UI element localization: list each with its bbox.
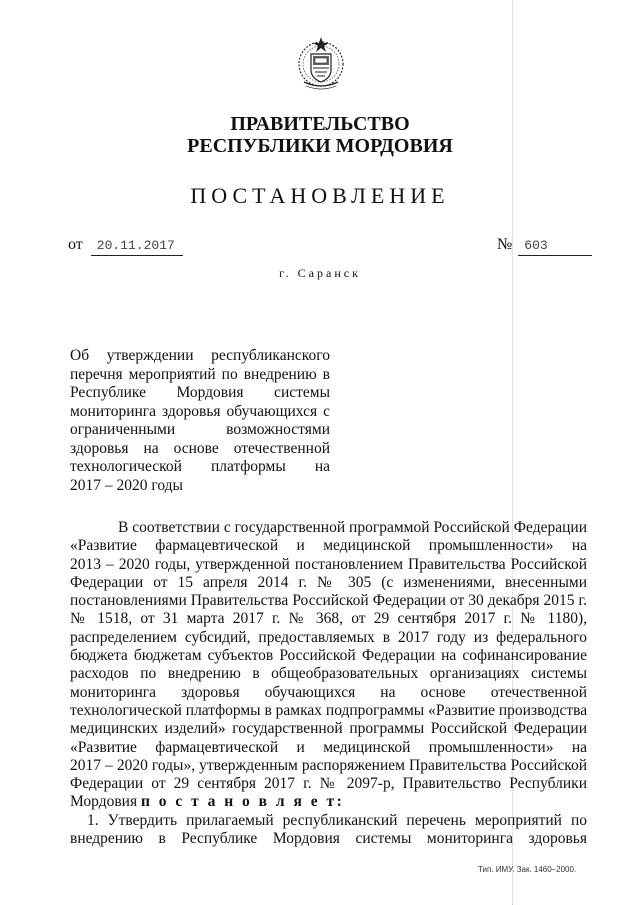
body-line: распределением субсидий, предоставляемых в 2017 году из федерального [70, 628, 587, 646]
subject-line: здоровья на основе отечественной [70, 439, 330, 457]
number-row [497, 236, 592, 256]
resolve-prefix: Мордовия [70, 793, 138, 811]
print-mark: Тип. ИМУ. Зак. 1460–2000. [478, 865, 577, 874]
body-line: № 1518, от 31 марта 2017 г. № 368, от 29 сентября 2017 г. № 1180), [70, 610, 587, 628]
number-value: 603 [518, 237, 592, 256]
org-title-line1: ПРАВИТЕЛЬСТВО [230, 113, 410, 135]
body-line: бюджета бюджетам субъектов Российской Федерации на софинансирование [70, 647, 587, 665]
subject-line: мониторинга здоровья обучающихся с [70, 402, 330, 420]
resolve-word: п о с т а н о в л я е т: [140, 793, 345, 811]
item-line: внедрению в Республике Мордовия системы мониторинга здоровья [70, 830, 587, 848]
document-type: ПОСТАНОВЛЕНИЕ [190, 183, 450, 208]
body-line: постановлениями Правительства Российской Федерации от 30 декабря 2015 г. [70, 592, 587, 610]
subject-line: 2017 – 2020 годы [70, 476, 183, 494]
document-body [70, 519, 587, 848]
emblem-icon [296, 34, 346, 94]
city: г. Саранск [279, 266, 361, 280]
number-prefix: № [497, 236, 513, 253]
date-value: 20.11.2017 [91, 237, 183, 256]
body-line: «Развитие фармацевтической и медицинской промышленности» на [70, 738, 587, 756]
subject-line: Об утверждении республиканского [70, 347, 330, 364]
document-subject [70, 347, 330, 495]
coat-of-arms-emblem [296, 34, 346, 94]
org-title-line2: РЕСПУБЛИКИ МОРДОВИЯ [187, 135, 453, 157]
subject-line: технологической платформы на [70, 458, 330, 475]
date-prefix: от [68, 236, 83, 253]
resolve-line [70, 793, 587, 811]
subject-line: перечня мероприятий по внедрению в [70, 365, 330, 383]
subject-line: ограниченными возможностями [70, 421, 330, 438]
date-row [68, 236, 183, 256]
body-line: 2017 – 2020 годы», утвержденным распоряжением Правительства Российской [70, 756, 587, 774]
body-line: «Развитие фармацевтической и медицинской промышленности» на [70, 537, 587, 555]
subject-line: Республике Мордовия системы [70, 384, 330, 401]
body-line: мониторинга здоровья обучающихся на основе отечественной [70, 683, 587, 701]
body-line: Федерации от 29 сентября 2017 г. № 2097-р, Правительство Республики [70, 775, 587, 793]
body-line: расходов по внедрению в общеобразовательных организациях системы [70, 665, 587, 683]
item-line: 1. Утвердить прилагаемый республиканский перечень мероприятий по [87, 811, 587, 829]
body-line: медицинских изделий» государственной программы Российской Федерации [70, 720, 587, 738]
body-line: 2013 – 2020 годы, утвержденной постановлением Правительства Российской [70, 555, 587, 573]
body-line: Федерации от 15 апреля 2014 г. № 305 (с изменениями, внесенными [70, 573, 587, 591]
body-line: технологической платформы в рамках подпрограммы «Развитие производства [70, 701, 588, 719]
body-line: В соответствии с государственной программой Российской Федерации [118, 519, 587, 536]
